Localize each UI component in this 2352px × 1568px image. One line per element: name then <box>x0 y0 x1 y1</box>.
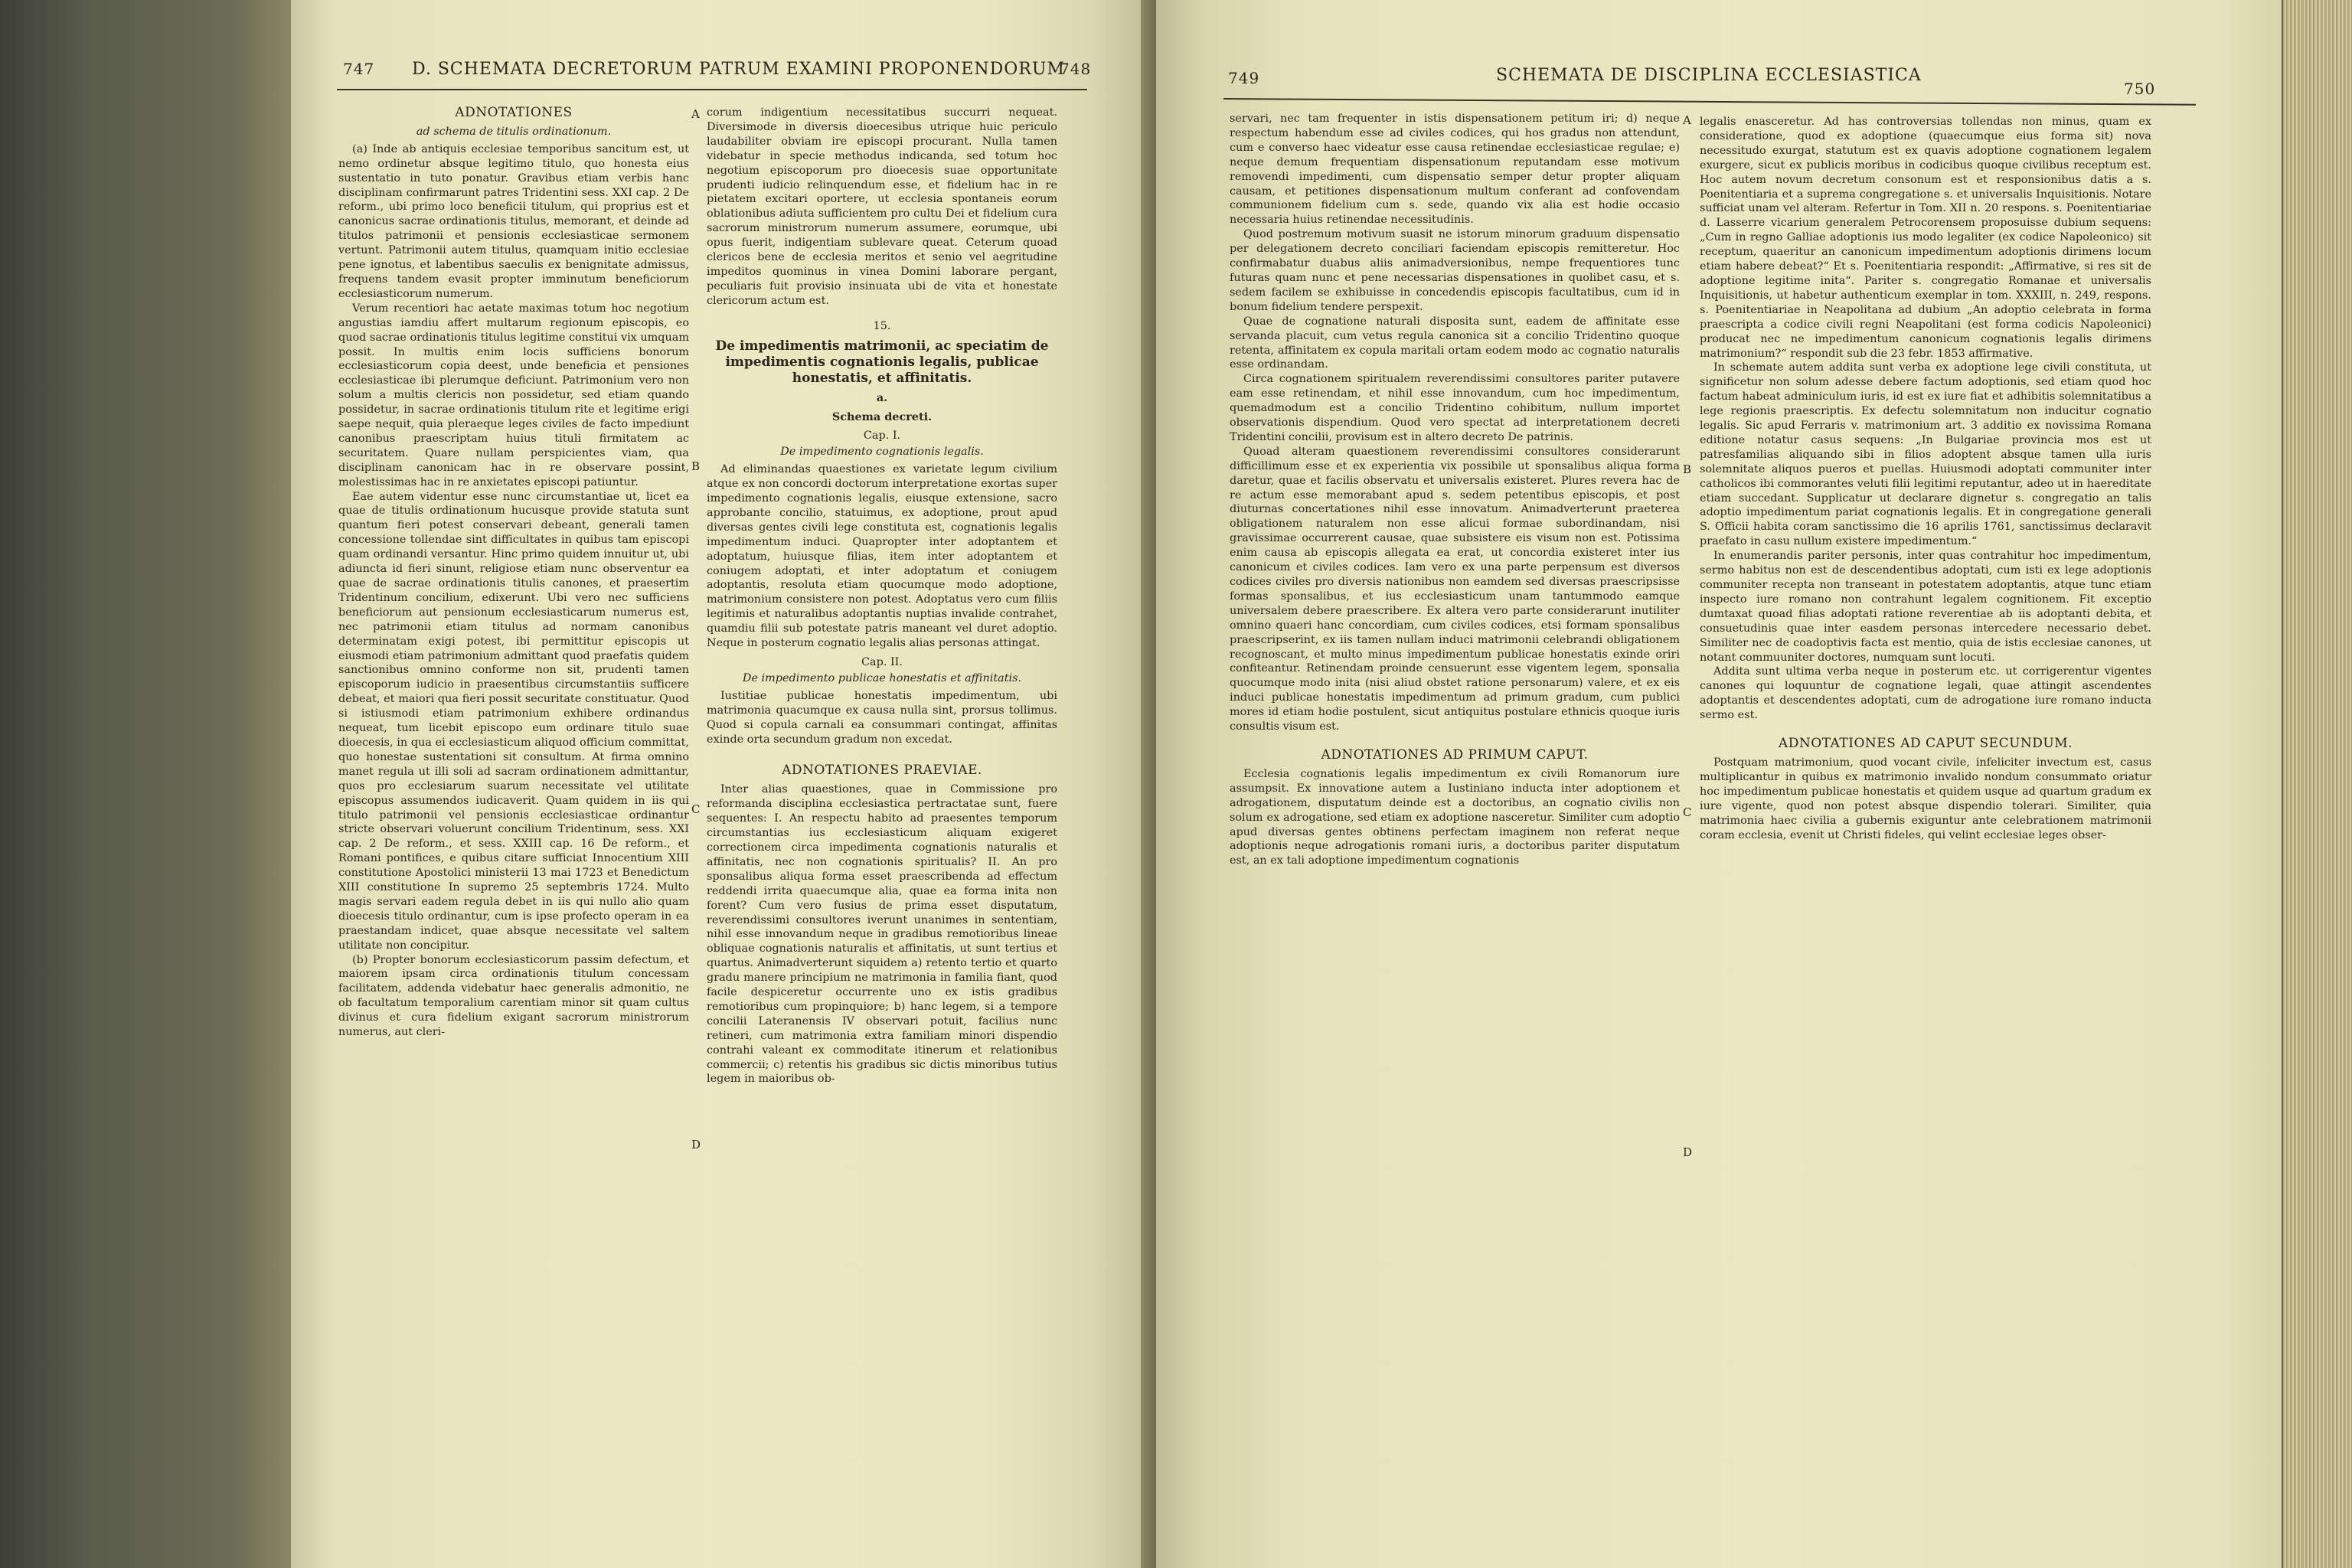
page-number-750: 750 <box>2124 80 2156 98</box>
paragraph: servari, nec tam frequenter in istis dispensationem petitum iri; d) neque respectum habendum esse ad civiles codices, qui hos gradus non attendunt, cum e converso haec videatur esse causa retinendae ecclesiasticae regulae; e) neque demum frequentiam dispensationum reputandam esse motivum removendi impedimenti, cum dispensatio semper detur propter aliquam causam, et petitiones dispensationum multum conferant ad confovendam communionem fidelium cum s. sede, quando vix alia est hodie occasio necessaria huius retinendae necessitudinis. <box>1230 113 1680 227</box>
paragraph: Verum recentiori hac aetate maximas totum hoc negotium angustias iamdiu affert multarum regionum episcopis, eo quod sacrae ordinationis titulus legitime constitui vix umquam possit. In multis enim locis sufficiens bonorum ecclesiasticorum copia deest, unde beneficia et pensiones ecclesiasticae ibi plerumque deficiunt. Patrimonium vero non solum a multis clericis non possidetur, sed etiam quando possidetur, in sacrae ordinationis titulum rite et legitime erigi saepe nequit, quia pleraeque leges civiles de facto impediunt canonibus praescriptam huius tituli firmitatem ac securitatem. Quare nullam perspicientes viam, qua disciplinam canonicam hac in re observare possint, molestissimas hac in re anxietates episcopi patiuntur. <box>338 302 689 488</box>
chapter-label: Cap. I. <box>863 430 901 443</box>
paragraph: Ecclesia cognationis legalis impedimentum ex civili Romanorum iure assumpsit. Ex innovatione autem a Iustiniano inducta inter adoptionem et adrogationem, disputatum deinde est a doctoribus, an cognatio civilis non solum ex adrogatione, sed etiam ex adoptione nasceretur. Similiter cum adoptio apud diversas gentes obtinens perfectam imaginem non referat neque adoptionis neque adrogationis romani iuris, a doctoribus pariter disputatum est, an ex tali adoptione impedimentum cognationis <box>1230 767 1680 867</box>
section-number: 15. <box>873 319 891 332</box>
paragraph: legalis enasceretur. Ad has controversias tollendas non minus, quam ex consideratione, quod ex adoptione (quaecumque eius forma sit) nova necessitudo exurgat, statutum est ex quavis adoptione cognationem legalem exurgere, sicut ex publicis moribus in codicibus quoque civilibus receptum est. Hoc autem novum decretum consonum est et responsionibus datis a s. Poenitentiaria et a suprema congregatione s. et universalis Inquisitionis. Notare sufficiat unam vel alteram. Refertur in Tom. XII n. 20 respons. s. Poenitentiariae d. Lasserre vicarium generalem Petrocorensem proposuisse dubium sequens: „Cum in regno Galliae adoptionis ius modo legaliter (ex codice Napoleonico) sit receptum, quaeritur an canonicum impedimentum adoptionis dirimens locum etiam habere debeat?“ Et s. Poenitentiaria respondit: „Affirmative, si res sit de adoptione legitime inita“. Pariter s. congregatio Romanae et universalis Inquisitionis, ut habetur authenticum exemplar in tom. XXXIII, n. 249, respons. s. Poenitentiariae in Neapolitana ad dubium „An adoptio celebrata in forma praescripta a codice civili regni Neapolitani (est forma codicis Napoleonici) producat nec ne impedimentum canonicum cognationis legalis dirimens matrimonium?“ respondit sub die 23 febr. 1853 affirmative. <box>1700 116 2151 360</box>
paragraph: corum indigentium necessitatibus succurri nequeat. Diversimode in diversis dioecesibus utrique huic periculo laudabiliter obviam ire episcopi procurant. Nulla tamen videbatur in specie methodus indicanda, sed totum hoc negotium episcoporum pro dioecesis suae opportunitate prudenti iudicio relinquendum esse, et fidelium hac in re pietatem excitari oportere, ut ecclesia spontaneis eorum oblationibus adiuta sufficientem pro cultu Dei et fidelium cura sacrorum ministrorum numerum assumere, eorumque, ubi opus fuerit, indigentiam sublevare queat. Ceterum quoad clericos bene de ecclesia meritos et senio vel aegritudine impeditos quominus in vinea Domini laborare pergant, peculiaris fuit provisio insinuata ubi de vita et honestate clericorum actum est. <box>707 106 1057 307</box>
left-col-1 <box>338 106 689 1537</box>
paragraph: In schemate autem addita sunt verba ex adoptione lege civili constituta, ut significetur non solum adesse debere factum adoptionis, sed etiam quod hoc factum habeat adminiculum iuris, id est ex iure fiat et adhibitis solemnitatibus a lege regionis praescriptis. Ex defectu solemnitatum non inducitur cognatio legalis. Sic apud Ferraris v. matrimonium art. 3 additio ex novissima Romana editione notatur casus sequens: „In Bulgariae provincia mos est ut patresfamilias aliquando sibi in filios adoptent absque tamen ulla iuris solemnitate aliquos pueros et puellas. Huiusmodi adoptati communiter inter catholicos ibi commorantes veluti filii legitimi reputantur, adeo ut in haereditate etiam succedant. Supplicatur ut declarare dignetur s. congregatio an talis adoptio impedimentum pariat cognationis legalis. Et in congregatione generali S. Officii habita coram sanctissimo die 16 aprilis 1761, sanctissimus declaravit praefato in casu nullum existere impedimentum.“ <box>1700 361 2151 548</box>
paragraph: Inter alias quaestiones, quae in Commissione pro reformanda disciplina ecclesiastica pertractatae sunt, fuere sequentes: I. An respectu habito ad praesentes temporum circumstantias ius ecclesiasticum aliquam exigeret correctionem circa impedimenta cognationis naturalis et affinitatis, nec non cognationis spiritualis? II. An pro sponsalibus aliqua forma esset praescribenda ad effectum reddendi irrita quaecumque alia, quae ea forma inita non forent? Cum vero fusius de prima esset disputatum, reverendissimi consultores iverunt unanimes in sententiam, nihil esse innovandum neque in gradibus remotioribus lineae obliquae cognationis naturalis et affinitatis, ut sunt tertius et quartus. Animadverterunt siquidem a) retento tertio et quarto gradu manere principium ne matrimonia in familia fiant, quod facile despiceretur occurrente uno ex istis gradibus remotioribus cum propinquiore; b) hanc legem, si a tempore concilii Lateranensis IV observari potuit, facilius nunc retineri, cum matrimonia extra familiam minori dispendio contrahi valeant ex commoditate itinerum et relationibus commercii; c) retentis his gradibus sic dictis minoribus tutius legem in maioribus ob- <box>707 783 1057 1086</box>
paragraph: Circa cognationem spiritualem reverendissimi consultores pariter putavere eam esse retinendam, et nihil esse innovandum, cum hoc impedimentum, quemadmodum est a concilio Tridentino cohibitum, nullum importet observationis dispendium. Quod vero spectat ad interpretationem decreti Tridentini concilii, provisum est in altero decreto De patrinis. <box>1230 373 1680 443</box>
adnotationes-primum-heading: ADNOTATIONES AD PRIMUM CAPUT. <box>1321 746 1589 763</box>
schema-label: Schema decreti. <box>831 410 933 423</box>
paragraph: Eae autem videntur esse nunc circumstantiae ut, licet ea quae de titulis ordinationum hucusque provide statuta sunt quantum fieri potest conservari debeant, generali tamen concessione tollendae sint difficultates in quibus tam episcopi quam ordinandi versantur. Hinc primo quidem innuitur ut, ubi adiuncta id fieri sinunt, religiose etiam nunc observentur ea quae de sacrae ordinationis titulis canones, et praesertim Tridentinum concilium, edixerunt. Ubi vero nec sufficiens beneficiorum aut pensionum ecclesiasticarum numerus est, nec patrimonii etiam titulus ad normam canonibus determinatam exigi potest, ibi permittitur episcopis ut eiusmodi etiam patrimonium admittant quod praefatis quidem sanctionibus omnino conforme non sit, prudenti tamen episcoporum iudicio in praesentibus circumstantiis sufficere debeat, et maiori qua fieri possit securitate constituatur. Quod si istiusmodi etiam patrimonium exhibere ordinandus nequeat, tum licebit episcopo eum ordinare titulo suae dioecesis, in qua ei ecclesiasticum aliquod officium committat, quo honestae sustentationi sit consultum. At firma omnino manet regula ut illi soli ad sacram ordinationem admittantur, quos pro ecclesiarum suarum necessitate vel utilitate episcopus assumendos iudicaverit. Quam quidem in iis qui titulo patrimonii vel pensionis ecclesiasticae ordinantur stricte observari voluerunt concilium Tridentinum, sess. XXI cap. 2 De reform., et sess. XXIII cap. 16 De reform., et Romani pontifices, e quibus citare sufficiat Innocentium XIII constitutione Apostolici ministerii 13 mai 1723 et Benedictum XIII constitutione In supremo 25 septembris 1724. Multo magis servari eadem regula debet in iis qui nullo alio quam dioecesis titulo ordinantur, cum is ipse profecto operam in ea praestandam indicet, quae absque necessitate vel saltem utilitate non concipitur. <box>338 490 689 952</box>
left-head-rule <box>337 89 1087 90</box>
section-title: De impedimentis matrimonii, ac speciatim de impedimentis cognationis legalis, publicae honestatis, et affinitatis. <box>715 338 1049 386</box>
margin-mark-d: D <box>1683 1145 1693 1159</box>
right-head-rule <box>1223 98 2196 106</box>
margin-mark-a: A <box>691 107 700 121</box>
right-col-2 <box>1700 115 2151 1544</box>
paragraph: Postquam matrimonium, quod vocant civile, infeliciter invectum est, casus multiplicantur in quibus ex matrimonio invalido nondum consummato oriatur hoc impedimentum publicae honestatis et quidem usque ad quartum gradum ex iure vigente, quod non potest absque dispendio tolerari. Similiter, quia matrimonia haec civilia a gubernis exiguntur ante celebrationem matrimonii coram ecclesia, evenit ut Christi fideles, qui velint ecclesiae leges obser- <box>1700 756 2151 841</box>
page-number-749: 749 <box>1228 69 1260 87</box>
paragraph: Ad eliminandas quaestiones ex varietate legum civilium atque ex non concordi doctorum interpretatione exortas super impedimento cognationis legalis, eiusque extensione, sacro approbante concilio, statuimus, ex adoptione, prout apud diversas gentes civili lege constituta est, cognationis legalis impedimentum induci. Quapropter inter adoptantem et adoptatum, huiusque filias, item inter adoptantem et coniugem adoptati, et inter adoptatum et coniugem adoptantis, resoluta etiam quocumque modo adoptione, matrimonium consistere non potest. Adoptatus vero cum filiis legitimis et naturalibus adoptantis nuptias invalide contrahet, quamdiu filii sub potestate patris maneant vel duret adoptio. Neque in posterum cognatio legalis alias personas attingat. <box>707 463 1057 650</box>
paragraph: (b) Propter bonorum ecclesiasticorum passim defectum, et maiorem ipsam circa ordinationis titulum concessam facilitatem, addenda videbatur haec generalis admonitio, ne ob facultatum temporalium carentiam minor sit quam cultus divinus et cura fidelium exigant sacrorum ministrorum numerus, aut cleri- <box>338 953 689 1039</box>
margin-mark-d: D <box>691 1138 701 1152</box>
margin-mark-b: B <box>691 459 701 473</box>
right-page <box>1156 0 2282 1568</box>
left-page <box>291 0 1141 1568</box>
paragraph: Iustitiae publicae honestatis impedimentum, ubi matrimonia quacumque ex causa nulla sint, prorsus tollimus. Quod si copula carnali ea consummari contingat, affinitas exinde orta secundum gradum non excedat. <box>707 689 1057 746</box>
margin-mark-c: C <box>691 802 701 816</box>
chapter-subtitle: De impedimento publicae honestatis et affinitatis. <box>742 671 1022 684</box>
page-edges <box>2283 0 2352 1568</box>
chapter-subtitle: De impedimento cognationis legalis. <box>780 446 984 459</box>
paragraph: Quae de cognatione naturali disposita sunt, eadem de affinitate esse servanda placuit, cum vetus regula canonica sit a concilio Tridentino quoque retenta, affinitatem ex copula maritali ortam eodem modo ac cognatio naturalis esse ordinandam. <box>1230 315 1680 371</box>
page-number-748: 748 <box>1060 60 1092 78</box>
left-head-title: D. SCHEMATA DECRETORUM PATRUM EXAMINI PROPONENDORUM <box>412 60 1065 79</box>
margin-mark-b: B <box>1683 462 1692 476</box>
adnotationes-praeviae-heading: ADNOTATIONES PRAEVIAE. <box>782 763 982 779</box>
section-letter: a. <box>876 390 888 404</box>
paragraph: Quoad alteram quaestionem reverendissimi consultores considerarunt difficillimum esse et ex experientia vix possibile ut sponsalibus aliqua forma daretur, quae et facilis observatu et universalis existeret. Plures revera hac de re actum esse memorabant apud s. sedem petentibus episcopis, et post diuturnas concertationes nihil esse innovatum. Animadverterunt praeterea obligationem naturalem non esse alicui formae subordinandam, nisi gravissimae occurrerent causae, quae subsistere eis visum non est. Potissima enim causa ab episcopis allegata ea erat, ut concordia existeret inter ius canonicum et civiles codices. Iam vero ex una parte perpensum est diversos codices civiles pro diversis nationibus non eamdem sed diversas praescripsisse formas sponsalibus, et ius ecclesiasticum unam tantummodo eamque universalem debere praescribere. Ex altera vero parte considerarunt inutiliter omnino quaeri hanc concordiam, cum civiles codices, etsi formam sponsalibus praescripserint, ex iis tamen nullam induci matrimonii celebrandi obligationem recognoscant, et multo minus impedimentum publicae honestatis exinde oriri confiteantur. Retinendam proinde censuerunt esse vigentem legem, sponsalia quocumque modo inita (nisi aliud obstet ratione personarum) valere, et ex eis induci publicae honestatis impedimentum ad primum gradum, cum publici mores id etiam hodie postulent, sicut antiquitus postulare ethnicis quoque iuris consultis visum est. <box>1230 445 1680 733</box>
margin-mark-c: C <box>1683 805 1692 819</box>
left-col-2 <box>707 106 1057 1537</box>
margin-mark-a: A <box>1683 113 1691 127</box>
page-number-747: 747 <box>343 60 375 78</box>
adnotationes-subheading: ad schema de titulis ordinationum. <box>416 125 612 138</box>
paragraph: (a) Inde ab antiquis ecclesiae temporibus sancitum est, ut nemo ordinetur absque legitimo titulo, quo honesta eius sustentatio in tuto ponatur. Gravibus etiam verbis hanc disciplinam confirmarunt patres Tridentini sess. XXI cap. 2 De reform., ubi primo loco beneficii titulum, qui proprius est et canonicus sacrae ordinationis titulus, memorant, et deinde ad titulos patrimonii et pensionis ecclesiasticae sermonem vertunt. Patrimonii autem titulus, quamquam initio ecclesiae pene ignotus, et labentibus saeculis ex benignitate admissus, frequens tandem evasit propter imminutum beneficiorum ecclesiasticorum numerum. <box>338 142 689 300</box>
right-col-1 <box>1230 112 1680 1544</box>
right-head-title: SCHEMATA DE DISCIPLINA ECCLESIASTICA <box>1496 66 1922 85</box>
adnotationes-heading: ADNOTATIONES <box>455 106 573 120</box>
paragraph: Quod postremum motivum suasit ne istorum minorum graduum dispensatio per delegationem decreto conciliari faciendam episcopis remitteretur. Hoc confirmabatur duabus aliis animadversionibus, nempe frequentiores tunc futuras quam nunc et pene necessarias dispensationes in quolibet casu, et s. sedem facilem se exhibuisse in concedendis episcopis facultatibus, cum id in bonum fidelium tendere perspexit. <box>1230 228 1680 313</box>
paragraph: In enumerandis pariter personis, inter quas contrahitur hoc impedimentum, sermo habitus non est de descendentibus adoptati, cum isti ex lege adoptionis communiter recepta non transeant in potestatem adoptantis, atque tunc etiam inspecto iure romano non contrahunt legalem cognitionem. Fit exceptio dumtaxat quoad filias adoptati ratione reverentiae ab iis adoptanti debita, et consuetudinis quae inter easdem personas intercedere necessario debet. Similiter nec de coadoptivis facta est mentio, quia de istis ecclesiae canones, ut notant commuuniter doctores, numquam sunt locuti. <box>1700 550 2151 664</box>
adnotationes-secundum-heading: ADNOTATIONES AD CAPUT SECUNDUM. <box>1778 736 2073 752</box>
chapter-label: Cap. II. <box>861 656 903 668</box>
paragraph: Addita sunt ultima verba neque in posterum etc. ut corrigerentur vigentes canones qui loquuntur de cognatione legali, quae attingit ascendentes adoptantis et descendentes adoptati, cum de adrogatione iure romano inducta sermo est. <box>1700 665 2151 722</box>
